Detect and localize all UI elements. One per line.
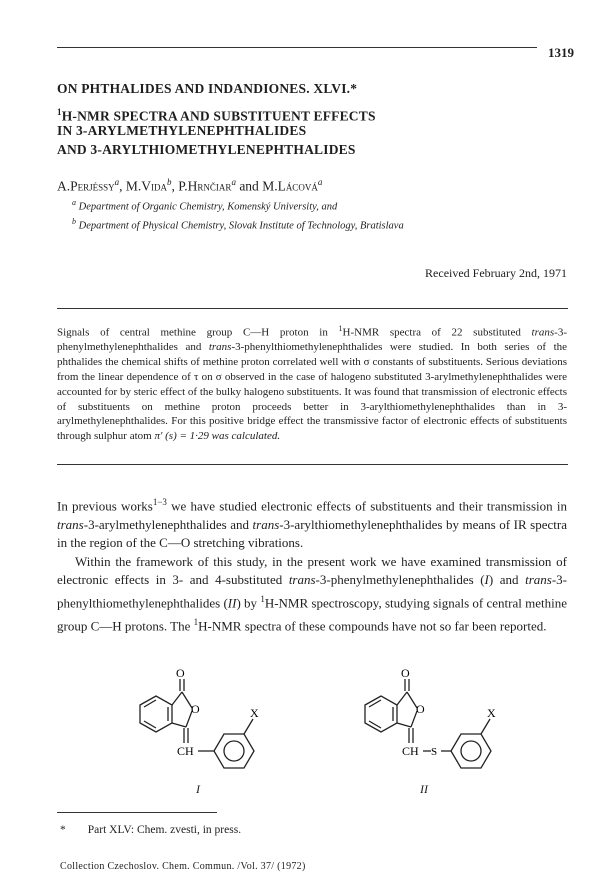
paragraph: Within the framework of this study, in the present work we have examined transmission of electronic effects in 3- and 4-substituted trans-3-phenylmethylenephthalides (I) and trans-3-phenylthiomethylenephthalides (II) by $^1$H-NMR spectroscopy, studying signals of central methine group C—H protons. The $^1$H-NMR spectra of these compounds have not so far been reported.	[57, 553, 567, 633]
author-affiliation: a	[231, 177, 236, 187]
abstract-text: -3-phenylmethylenephthalides and	[57, 326, 567, 354]
paper-title-line-3: IN 3-ARYLMETHYLENEPHTHALIDES	[57, 123, 307, 138]
header-rule	[57, 47, 537, 48]
footnote	[60, 824, 241, 836]
text: -3-arylmethylenephthalides and	[83, 516, 253, 532]
text: H-NMR spectra of these compounds have not so far been reported.	[198, 617, 547, 633]
italic: trans	[57, 516, 84, 532]
text: -3-phenylmethylenephthalides (	[315, 572, 485, 588]
text: In previous works	[57, 498, 153, 514]
author: A.Perjéssy	[57, 178, 115, 194]
author-affiliation: a	[114, 177, 120, 187]
text: we have studied electronic effects of substituents and their transmission in	[166, 498, 567, 514]
affiliation-b	[72, 217, 404, 232]
body-text	[57, 493, 567, 635]
author: P.Hrnčiar	[178, 178, 232, 194]
abstract-text: Signals of central methine group C—H proton in	[57, 326, 339, 339]
paper-title-line-4: AND 3-ARYLTHIOMETHYLENEPHTHALIDES	[57, 142, 356, 157]
affiliation-a	[72, 198, 337, 213]
structure-II-label: II	[420, 782, 428, 796]
italic: trans	[252, 516, 280, 532]
superscript: 1	[57, 107, 62, 117]
paper-title-line-1: ON PHTHALIDES AND INDANDIONES. XLVI.*	[57, 81, 358, 96]
text: ) and	[488, 572, 526, 588]
x-substituent-label: X	[487, 706, 496, 720]
ch-label: CH	[402, 744, 419, 758]
footnote-mark: *	[60, 824, 66, 836]
x-substituent-label: X	[250, 706, 259, 720]
footnote-text: Part XLV: Chem. zvesti, in press.	[87, 824, 242, 836]
text: H-NMR spectroscopy, studying signals of central methine group C—H protons. The	[57, 595, 567, 633]
abstract-italic: trans	[531, 326, 555, 339]
italic: I	[484, 572, 489, 588]
abstract-text: -3-phenylthiomethylenephthalides were studied. In both series of the phthalides the chemical shifts of methine proton correlated well with σ constants of substituents. Serious deviations from the linear dependence of τ on σ observed in the case of halogeno substituted 3-arylmethylenephthalides were accounted for by steric effect of the bulky halogeno substituents. It was found that transmission of electronic effects of substituents on methine proton proceeds better in 3-arylthiomethylenephthalides than in 3-arylmethylenephthalides. For this positive bridge effect the transmissive factor of electronic effects of substituents through sulphur atom	[57, 341, 568, 443]
paragraph	[57, 493, 567, 553]
citation: 1−3	[152, 497, 167, 507]
title-text: H-NMR SPECTRA AND SUBSTITUENT EFFECTS	[61, 108, 376, 124]
oxygen-label: O	[191, 702, 200, 716]
page-number: 1319	[548, 45, 574, 60]
structure-I-label: I	[196, 782, 200, 796]
oxygen-label: O	[416, 702, 425, 716]
sulphur-label: S	[431, 746, 438, 758]
abstract-italic: π′ (s) = 1·29 was calculated.	[154, 430, 281, 443]
italic: trans	[288, 572, 316, 588]
author: M.Vida	[125, 178, 168, 194]
journal-footer: Collection Czechoslov. Chem. Commun. /Vol. 37/ (1972)	[60, 861, 306, 872]
text: -3-phenylthiomethylenephthalides (	[57, 572, 567, 611]
author: M.Lácová	[262, 178, 318, 194]
text: -3-arylthiomethylenephthalides by means of IR spectra in the region of the C—O stretching vibrations.	[57, 516, 567, 551]
affiliation-text: Department of Physical Chemistry, Slovak Institute of Technology, Bratislava	[78, 220, 404, 232]
abstract: Signals of central methine group C—H proton in $^1$H-NMR spectra of 22 substituted trans-3-phenylmethylenephthalides and trans-3-phenylthiomethylenephthalides were studied. In both series of the phthalides the chemical shifts of methine proton correlated well with σ constants of substituents. Serious deviations from the linear dependence of τ on σ observed in the case of halogeno substituted 3-arylmethylenephthalides were accounted for by steric effect of the bulky halogeno substituents. It was found that transmission of electronic effects of substituents on methine proton proceeds better in 3-arylthiomethylenephthalides than in 3-arylmethylenephthalides. For this positive bridge effect the transmissive factor of electronic effects of substituents through sulphur atom π′ (s) = 1·29 was calculated.	[57, 324, 568, 443]
text: ) by	[236, 595, 261, 611]
abstract-text: H-NMR spectra of 22 substituted	[342, 326, 532, 339]
italic: II	[227, 595, 237, 611]
italic: trans	[525, 572, 552, 588]
affiliation-text: Department of Organic Chemistry, Komenský University, and	[78, 201, 338, 213]
author-list: A.Perjéssy$^a$, M.Vida$^b$, P.Hrnčiar$^a$ and M.Lácová$^a$	[57, 177, 323, 194]
footnote-rule	[57, 812, 217, 813]
abstract-rule-top	[57, 308, 568, 309]
structure-II	[345, 665, 545, 780]
oxygen-label: O	[176, 666, 185, 680]
affiliation-mark: a	[72, 198, 76, 207]
abstract-italic: trans	[208, 341, 232, 354]
structure-I	[120, 665, 300, 780]
oxygen-label: O	[401, 666, 410, 680]
text: Within the framework of this study, in the present work we have examined transmission of electronic effects in 3- and 4-substituted	[57, 553, 567, 588]
author-affiliation: b	[167, 177, 172, 187]
ch-label: CH	[177, 744, 194, 758]
author-affiliation: a	[317, 177, 323, 187]
affiliation-mark: b	[72, 217, 76, 226]
abstract-rule-bottom	[57, 464, 568, 465]
received-date: Received February 2nd, 1971	[425, 266, 567, 280]
